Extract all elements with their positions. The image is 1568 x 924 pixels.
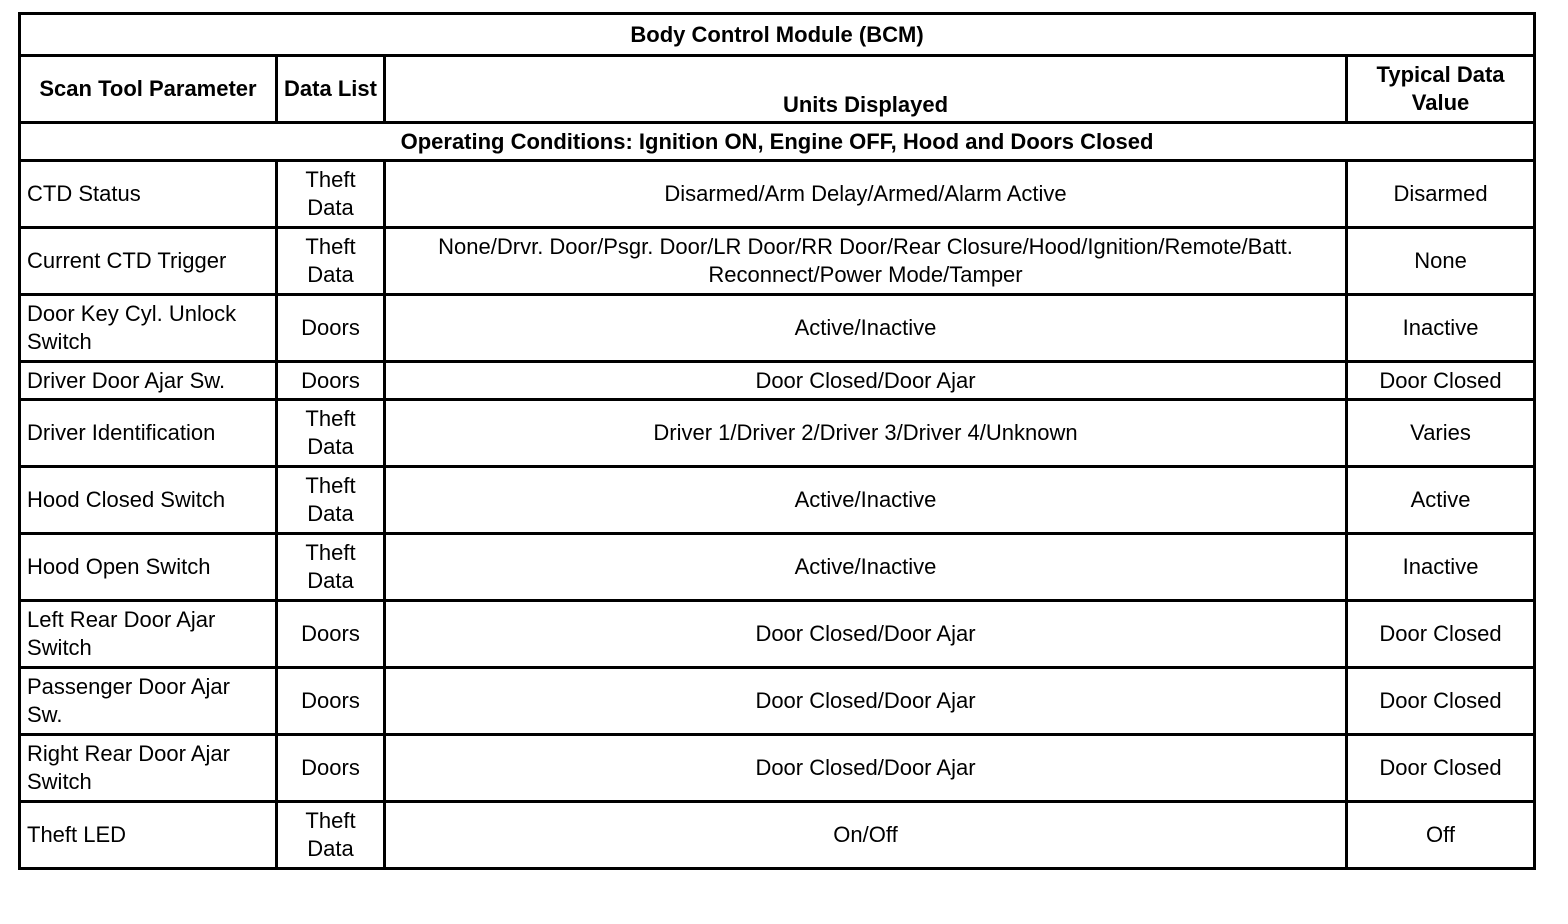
cell-parameter: Theft LED: [20, 802, 277, 869]
cell-data-list: Doors: [277, 362, 385, 400]
cell-units: Active/Inactive: [385, 534, 1347, 601]
operating-conditions: Operating Conditions: Ignition ON, Engine OFF, Hood and Doors Closed: [20, 123, 1535, 161]
table-row: [20, 467, 1535, 534]
cell-typical: Door Closed: [1347, 362, 1535, 400]
cell-parameter: Door Key Cyl. Unlock Switch: [20, 295, 277, 362]
cell-units: On/Off: [385, 802, 1347, 869]
cell-typical: Disarmed: [1347, 161, 1535, 228]
table-row: [20, 161, 1535, 228]
cell-typical: Off: [1347, 802, 1535, 869]
column-header-row: [20, 56, 1535, 123]
table-row: [20, 362, 1535, 400]
cell-units: Door Closed/Door Ajar: [385, 601, 1347, 668]
cell-typical: Inactive: [1347, 295, 1535, 362]
cell-data-list: Doors: [277, 295, 385, 362]
header-typical: Typical Data Value: [1347, 56, 1535, 123]
cell-data-list: Theft Data: [277, 228, 385, 295]
cell-units: Driver 1/Driver 2/Driver 3/Driver 4/Unknown: [385, 400, 1347, 467]
cell-units: Active/Inactive: [385, 467, 1347, 534]
cell-units: Door Closed/Door Ajar: [385, 668, 1347, 735]
cell-units: Disarmed/Arm Delay/Armed/Alarm Active: [385, 161, 1347, 228]
table-row: [20, 400, 1535, 467]
cell-data-list: Theft Data: [277, 467, 385, 534]
cell-parameter: Driver Identification: [20, 400, 277, 467]
table-row: [20, 228, 1535, 295]
cell-typical: None: [1347, 228, 1535, 295]
cell-data-list: Theft Data: [277, 534, 385, 601]
header-data-list: Data List: [277, 56, 385, 123]
cell-parameter: Current CTD Trigger: [20, 228, 277, 295]
cell-data-list: Theft Data: [277, 161, 385, 228]
table-row: [20, 802, 1535, 869]
table-row: [20, 668, 1535, 735]
cell-parameter: Left Rear Door Ajar Switch: [20, 601, 277, 668]
cell-parameter: CTD Status: [20, 161, 277, 228]
table-title: Body Control Module (BCM): [20, 14, 1535, 56]
cell-typical: Door Closed: [1347, 601, 1535, 668]
table-title-row: [20, 14, 1535, 56]
cell-units: None/Drvr. Door/Psgr. Door/LR Door/RR Door/Rear Closure/Hood/Ignition/Remote/Batt. Reconnect/Power Mode/Tamper: [385, 228, 1347, 295]
cell-data-list: Doors: [277, 601, 385, 668]
cell-data-list: Theft Data: [277, 400, 385, 467]
cell-typical: Door Closed: [1347, 668, 1535, 735]
cell-data-list: Doors: [277, 668, 385, 735]
cell-parameter: Passenger Door Ajar Sw.: [20, 668, 277, 735]
cell-parameter: Driver Door Ajar Sw.: [20, 362, 277, 400]
cell-typical: Inactive: [1347, 534, 1535, 601]
header-units: Units Displayed: [385, 56, 1347, 123]
cell-typical: Active: [1347, 467, 1535, 534]
table-row: [20, 534, 1535, 601]
cell-parameter: Right Rear Door Ajar Switch: [20, 735, 277, 802]
cell-parameter: Hood Closed Switch: [20, 467, 277, 534]
bcm-data-table: [18, 12, 1536, 870]
cell-data-list: Theft Data: [277, 802, 385, 869]
cell-data-list: Doors: [277, 735, 385, 802]
cell-parameter: Hood Open Switch: [20, 534, 277, 601]
cell-typical: Door Closed: [1347, 735, 1535, 802]
table-row: [20, 601, 1535, 668]
cell-units: Door Closed/Door Ajar: [385, 735, 1347, 802]
cell-units: Door Closed/Door Ajar: [385, 362, 1347, 400]
cell-typical: Varies: [1347, 400, 1535, 467]
header-parameter: Scan Tool Parameter: [20, 56, 277, 123]
cell-units: Active/Inactive: [385, 295, 1347, 362]
table-row: [20, 295, 1535, 362]
table-row: [20, 735, 1535, 802]
operating-conditions-row: [20, 123, 1535, 161]
